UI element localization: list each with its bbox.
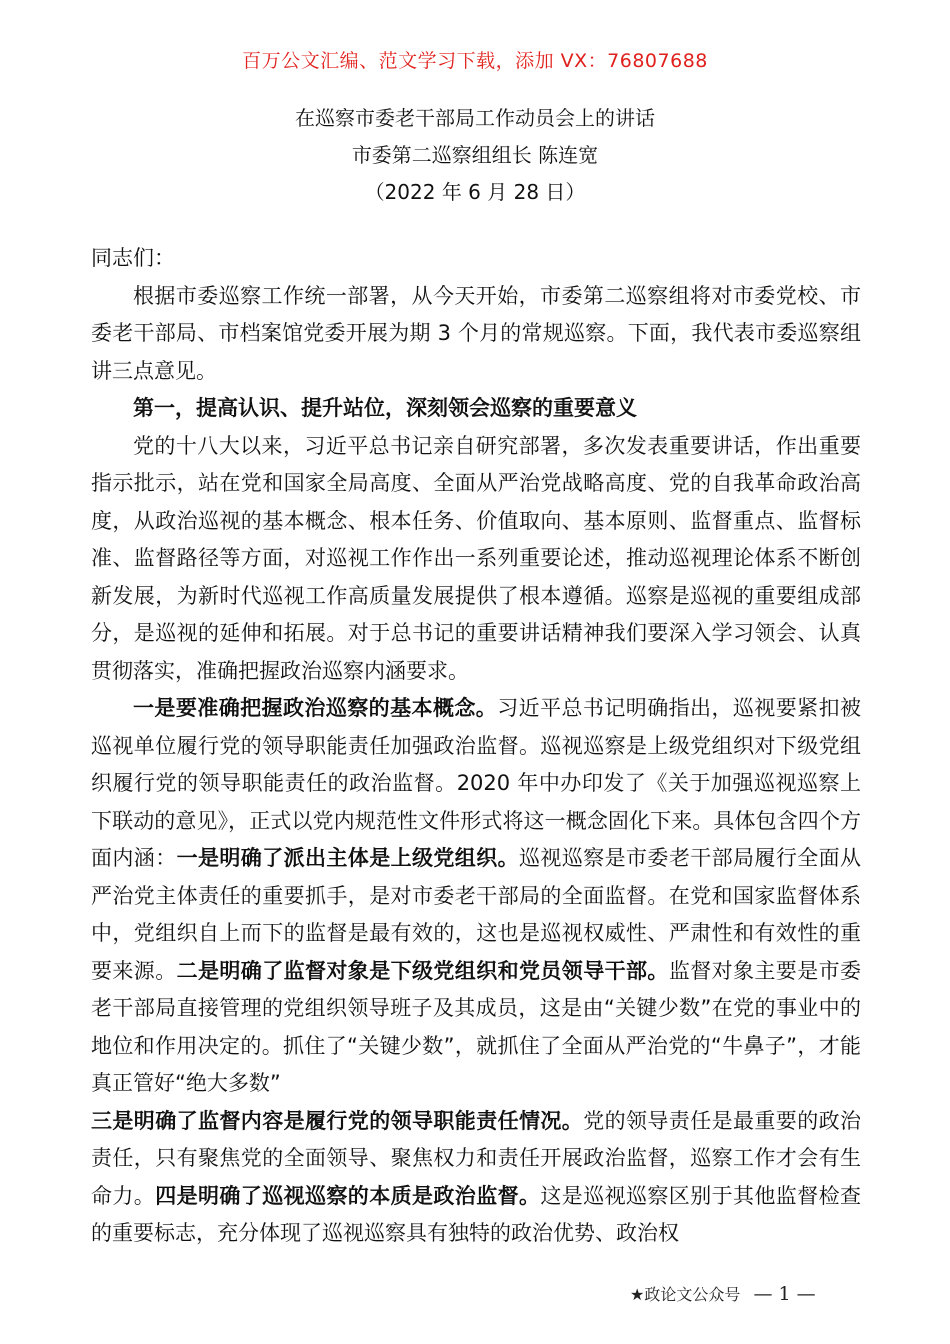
title-block <box>0 100 950 211</box>
section-heading: 第一，提高认识、提升站位，深刻领会巡察的重要意义 <box>133 396 637 420</box>
point-text: 习近平总书记明确指出，巡视要紧扣被巡视单位履行党的领导职能责任加强政治监督。巡视巡察是上级党组织对下级党组织履行党的领导职能责任的政治监督。2020 年中办印发了《关于加强巡视巡察上下联动的意见》，正式以党内规范性文件形式将这一概念固化下来。具体包含四个方面内涵： <box>91 696 862 870</box>
sub-point-text: 巡视巡察是市委老干部局履行全面从严治党主体责任的重要抓手，是对市委老干部局的全面监督。在党和国家监督体系中，党组织自上而下的监督是最有效的，这也是巡视权威性、严肃性和有效性的重要来源。 <box>91 846 862 983</box>
page-footer <box>630 1282 816 1305</box>
promo-banner: 百万公文汇编、范文学习下载，添加 VX：76807688 <box>242 50 708 72</box>
section-paragraph: 党的十八大以来，习近平总书记亲自研究部署，多次发表重要讲话，作出重要指示批示，站在党和国家全局高度、全面从严治党战略高度、党的自我革命政治高度，从政治巡视的基本概念、根本任务、价值取向、基本原则、监督重点、监督标准、监督路径等方面，对巡视工作作出一系列重要论述，推动巡视理论体系不断创新发展，为新时代巡视工作高质量发展提供了根本遵循。巡察是巡视的重要组成部分，是巡视的延伸和拓展。对于总书记的重要讲话精神我们要深入学习领会、认真贯彻落实，准确把握政治巡察内涵要求。 <box>91 433 861 683</box>
document-body <box>91 240 861 1253</box>
sub-point-heading: 二是明确了监督对象是下级党组织和党员领导干部。 <box>176 958 669 983</box>
speech-date: （2022 年 6 月 28 日） <box>364 180 586 204</box>
sub-point-heading: 四是明确了巡视巡察的本质是政治监督。 <box>155 1183 541 1208</box>
footer-source: ★政论文公众号 <box>630 1285 741 1304</box>
sub-point-text: 党的领导责任是最重要的政治责任，只有聚焦党的全面领导、聚焦权力和责任开展政治监督，巡察工作才会有生命力。 <box>91 1108 862 1208</box>
sub-point-heading: 一是明确了派出主体是上级党组织。 <box>176 846 520 870</box>
salutation: 同志们： <box>91 246 175 270</box>
point-paragraph <box>91 690 861 1253</box>
sub-point-heading: 三是明确了监督内容是履行党的领导职能责任情况。 <box>91 1108 584 1133</box>
speaker-line: 市委第二巡察组组长 陈连宽 <box>351 143 599 167</box>
sub-point-text: 这是巡视巡察区别于其他监督检查的重要标志，充分体现了巡视巡察具有独特的政治优势、政治权 <box>91 1183 862 1245</box>
page-number: — 1 — <box>753 1283 816 1305</box>
intro-paragraph: 根据市委巡察工作统一部署，从今天开始，市委第二巡察组将对市委党校、市委老干部局、市档案馆党委开展为期 3 个月的常规巡察。下面，我代表市委巡察组讲三点意见。 <box>91 283 861 383</box>
speech-title: 在巡察市委老干部局工作动员会上的讲话 <box>295 106 655 130</box>
point-heading: 一是要准确把握政治巡察的基本概念。 <box>133 696 498 720</box>
sub-point-text: 监督对象主要是市委老干部局直接管理的党组织领导班子及其成员，这是由“关键少数”在党的事业中的地位和作用决定的。抓住了“关键少数”，就抓住了全面从严治党的“牛鼻子”，才能真正管好“绝大多数” <box>91 958 862 1095</box>
